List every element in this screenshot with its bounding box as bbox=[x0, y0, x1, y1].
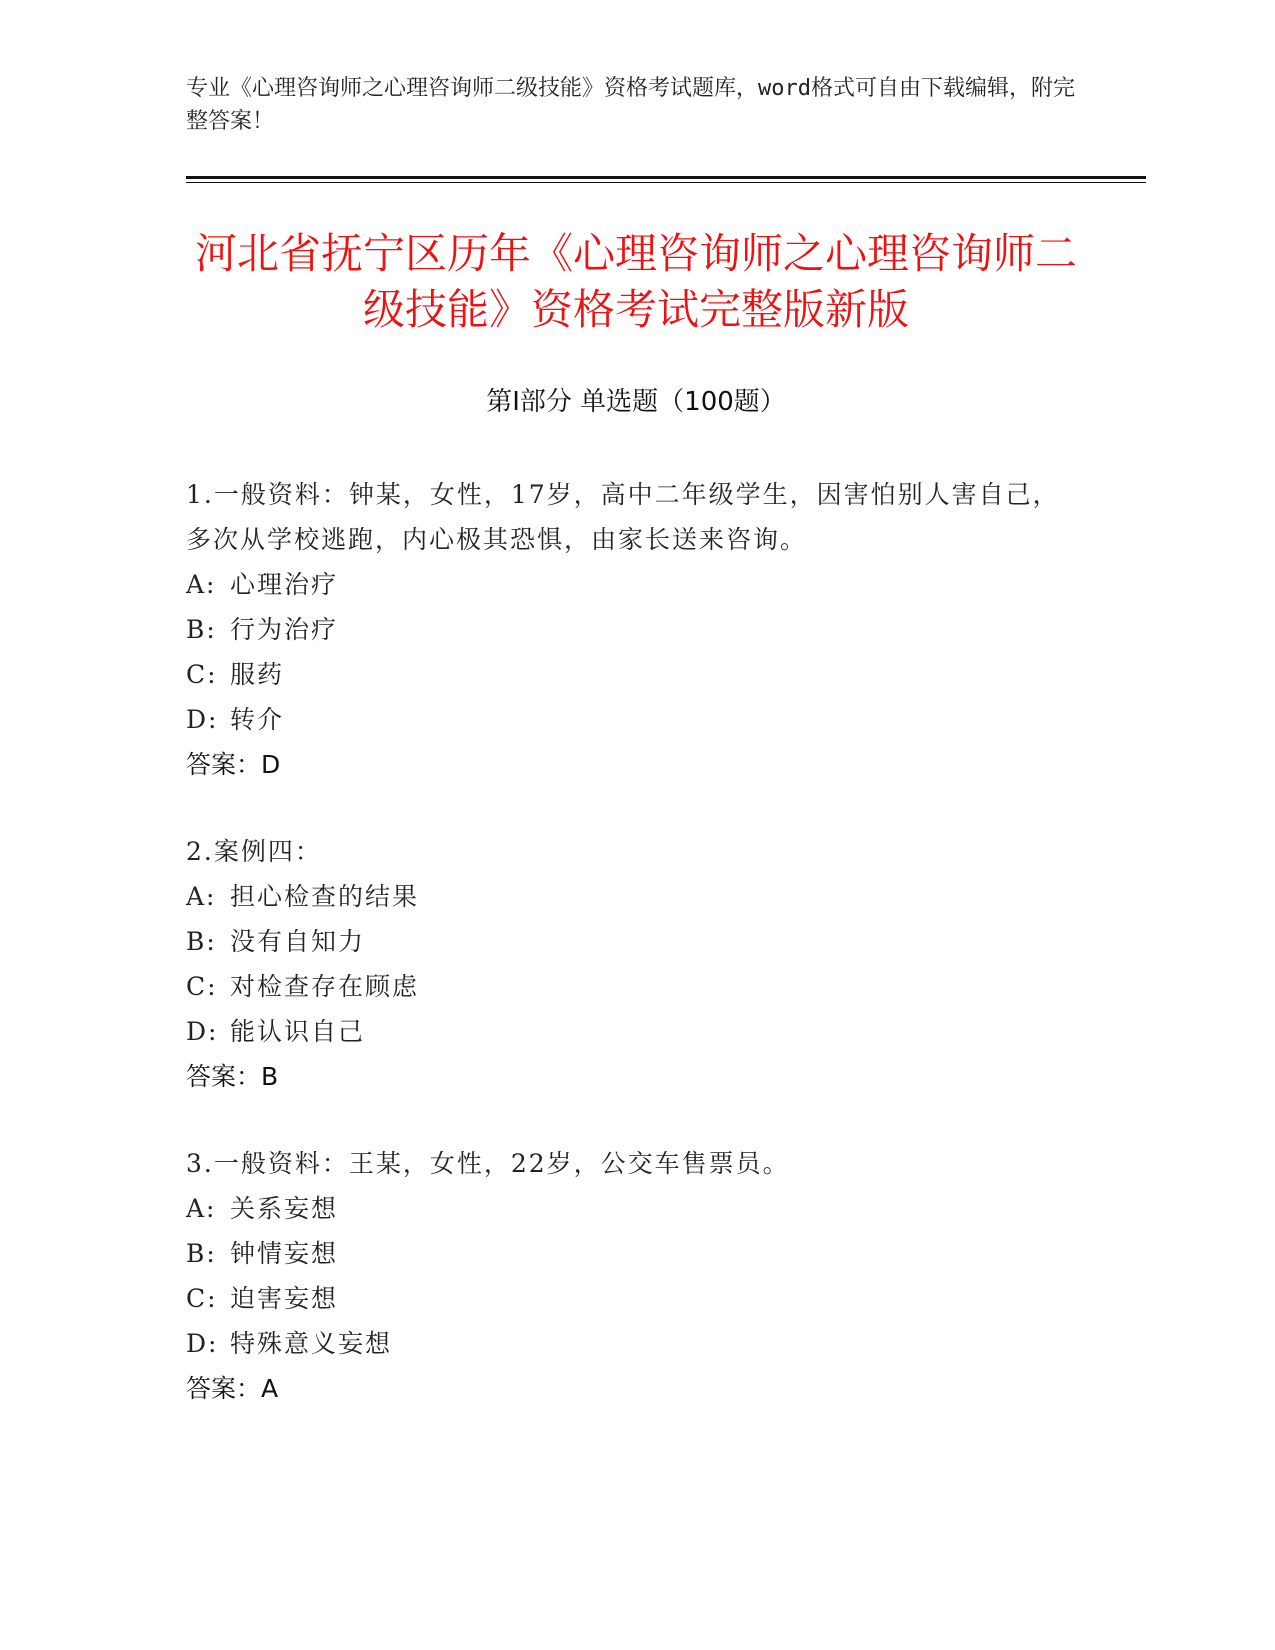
section-title: 第Ⅰ部分 单选题（100题） bbox=[486, 387, 786, 417]
header-divider-thin bbox=[186, 182, 1146, 183]
answer-line: 答案：D bbox=[186, 750, 281, 779]
option-key: B: bbox=[186, 927, 217, 956]
option-key: C: bbox=[186, 1284, 218, 1313]
option-key: D: bbox=[186, 705, 219, 734]
option-text: 服药 bbox=[230, 660, 285, 689]
option-key: A: bbox=[186, 1194, 217, 1223]
option-text: 没有自知力 bbox=[230, 927, 366, 956]
option-d bbox=[186, 697, 1086, 742]
option-d bbox=[186, 1321, 1086, 1366]
option-b bbox=[186, 607, 1086, 652]
question-stem: 1.一般资料：钟某，女性，17岁，高中二年级学生，因害怕别人害自己，多次从学校逃跑，内心极其恐惧，由家长送来咨询。 bbox=[186, 480, 1060, 554]
question-stem: 2.案例四： bbox=[186, 837, 322, 866]
option-key: B: bbox=[186, 1239, 217, 1268]
option-text: 关系妄想 bbox=[230, 1194, 339, 1223]
option-key: D: bbox=[186, 1329, 219, 1358]
question-1 bbox=[186, 472, 1086, 787]
option-a bbox=[186, 1186, 1086, 1231]
question-3 bbox=[186, 1141, 1086, 1411]
header-note: 专业《心理咨询师之心理咨询师二级技能》资格考试题库，word格式可自由下载编辑，附完整答案！ bbox=[186, 76, 1075, 134]
option-key: B: bbox=[186, 615, 217, 644]
option-key: C: bbox=[186, 972, 218, 1001]
option-a bbox=[186, 874, 1086, 919]
option-c bbox=[186, 1276, 1086, 1321]
option-text: 心理治疗 bbox=[230, 570, 339, 599]
answer-line: 答案：A bbox=[186, 1374, 279, 1403]
option-c bbox=[186, 964, 1086, 1009]
option-text: 钟情妄想 bbox=[230, 1239, 339, 1268]
option-text: 迫害妄想 bbox=[230, 1284, 339, 1313]
option-b bbox=[186, 1231, 1086, 1276]
option-b bbox=[186, 919, 1086, 964]
document-title: 河北省抚宁区历年《心理咨询师之心理咨询师二级技能》资格考试完整版新版 bbox=[194, 229, 1077, 334]
option-text: 能认识自己 bbox=[230, 1017, 366, 1046]
option-key: A: bbox=[186, 570, 217, 599]
header-divider-thick bbox=[186, 176, 1146, 179]
option-text: 行为治疗 bbox=[230, 615, 339, 644]
option-key: C: bbox=[186, 660, 218, 689]
question-2 bbox=[186, 829, 1086, 1099]
option-text: 对检查存在顾虑 bbox=[230, 972, 420, 1001]
answer-line: 答案：B bbox=[186, 1062, 279, 1091]
option-key: D: bbox=[186, 1017, 219, 1046]
option-c bbox=[186, 652, 1086, 697]
option-d bbox=[186, 1009, 1086, 1054]
option-text: 担心检查的结果 bbox=[230, 882, 420, 911]
option-key: A: bbox=[186, 882, 217, 911]
option-text: 特殊意义妄想 bbox=[230, 1329, 393, 1358]
question-list bbox=[186, 472, 1086, 1453]
option-a bbox=[186, 562, 1086, 607]
option-text: 转介 bbox=[230, 705, 285, 734]
question-stem: 3.一般资料：王某，女性，22岁，公交车售票员。 bbox=[186, 1149, 790, 1178]
